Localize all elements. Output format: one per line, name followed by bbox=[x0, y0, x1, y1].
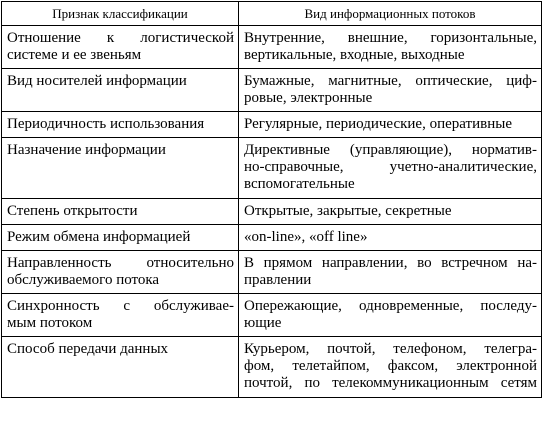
cell-line: Режим обмена информацией bbox=[7, 229, 191, 245]
cell-flow-type bbox=[239, 112, 542, 138]
cell-line: Способ передачи данных bbox=[7, 341, 169, 357]
header-flow-type: Вид информационных потоков bbox=[239, 2, 542, 26]
cell-criterion bbox=[2, 138, 239, 199]
cell-criterion bbox=[2, 26, 239, 69]
table-row bbox=[2, 138, 542, 199]
cell-line: Синхронность с обслуживае- bbox=[7, 298, 234, 314]
cell-line: Направленность относительно bbox=[7, 255, 234, 271]
cell-flow-type bbox=[239, 225, 542, 251]
cell-flow-type bbox=[239, 199, 542, 225]
cell-line: обслуживаемого потока bbox=[7, 272, 160, 288]
cell-line: Отношение к логистической bbox=[7, 30, 234, 46]
cell-flow-type bbox=[239, 69, 542, 112]
cell-flow-type bbox=[239, 251, 542, 294]
cell-line: почтой, по телекоммуникационным сетям bbox=[244, 375, 537, 391]
cell-line: Директивные (управляющие), норматив- bbox=[244, 142, 537, 158]
cell-line: В прямом направлении, во встречном на- bbox=[244, 255, 537, 271]
table-row bbox=[2, 112, 542, 138]
cell-criterion bbox=[2, 225, 239, 251]
table-row bbox=[2, 225, 542, 251]
cell-line: вспомогательные bbox=[244, 176, 355, 192]
cell-flow-type bbox=[239, 294, 542, 337]
cell-line: «on-line», «off line» bbox=[244, 229, 368, 245]
cell-line: системе и ее звеньям bbox=[7, 47, 142, 63]
cell-line: Курьером, почтой, телефоном, телегра- bbox=[244, 341, 537, 357]
cell-line: Степень открытости bbox=[7, 203, 138, 219]
cell-criterion bbox=[2, 337, 239, 398]
cell-line: Открытые, закрытые, секретные bbox=[244, 203, 452, 219]
cell-criterion bbox=[2, 69, 239, 112]
cell-criterion bbox=[2, 112, 239, 138]
header-criterion: Признак классификации bbox=[2, 2, 239, 26]
cell-line: но-справочные, учетно-аналитические, bbox=[244, 159, 537, 175]
cell-flow-type bbox=[239, 26, 542, 69]
cell-flow-type bbox=[239, 337, 542, 398]
cell-line: мым потоком bbox=[7, 315, 93, 331]
classification-table bbox=[1, 1, 542, 398]
cell-criterion bbox=[2, 199, 239, 225]
table-row bbox=[2, 251, 542, 294]
cell-line: Регулярные, периодические, оперативные bbox=[244, 116, 512, 132]
cell-line: Назначение информации bbox=[7, 142, 166, 158]
table-header-row bbox=[2, 2, 542, 26]
cell-criterion bbox=[2, 294, 239, 337]
table-row bbox=[2, 199, 542, 225]
cell-flow-type bbox=[239, 138, 542, 199]
cell-line: Внутренние, внешние, горизонтальные, bbox=[244, 30, 537, 46]
cell-line: Периодичность использования bbox=[7, 116, 205, 132]
table-row bbox=[2, 69, 542, 112]
cell-line: фом, телетайпом, факсом, электронной bbox=[244, 358, 537, 374]
table-row bbox=[2, 26, 542, 69]
cell-line: Бумажные, магнитные, оптические, циф- bbox=[244, 73, 537, 89]
cell-line: Опережающие, одновременные, последу- bbox=[244, 298, 537, 314]
cell-line: правлении bbox=[244, 272, 312, 288]
table-row bbox=[2, 294, 542, 337]
table-row bbox=[2, 337, 542, 398]
cell-line: Вид носителей информации bbox=[7, 73, 187, 89]
cell-line: вертикальные, входные, выходные bbox=[244, 47, 465, 63]
cell-line: ровые, электронные bbox=[244, 90, 373, 106]
cell-line: ющие bbox=[244, 315, 282, 331]
cell-criterion bbox=[2, 251, 239, 294]
